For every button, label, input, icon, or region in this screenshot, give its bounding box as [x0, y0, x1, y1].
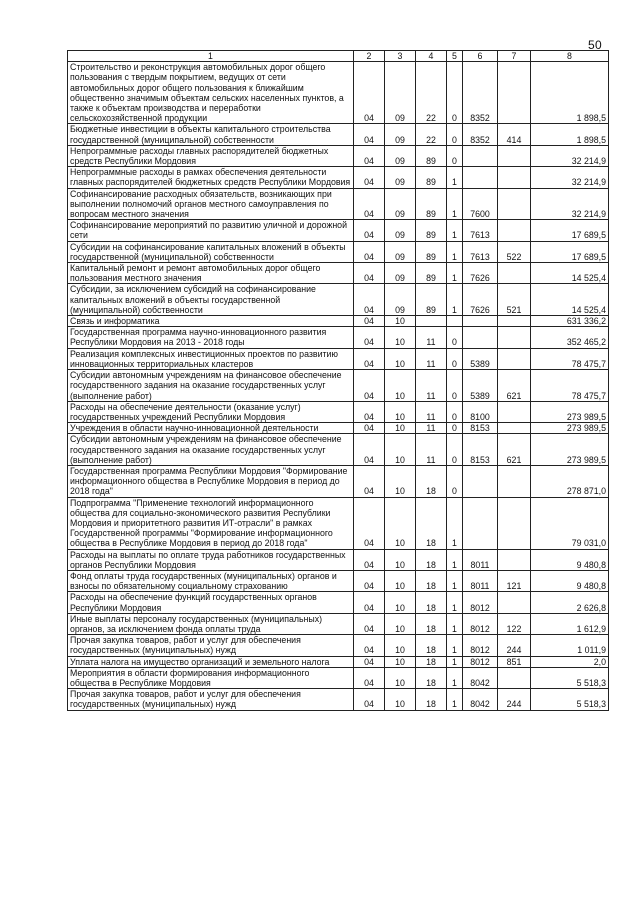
code-expense-type	[498, 592, 531, 613]
table-row	[68, 689, 609, 710]
code-section: 04	[354, 188, 385, 220]
row-name: Фонд оплаты труда государственных (муниципальных) органов и взносы по обязательному социальному страхованию	[68, 570, 354, 591]
code-program: 89	[416, 145, 447, 166]
amount: 2 626,8	[531, 592, 609, 613]
code-direction: 8100	[463, 401, 498, 422]
row-name: Реализация комплексных инвестиционных проектов по развитию инновационных территориальных кластеров	[68, 348, 354, 369]
code-program: 11	[416, 370, 447, 402]
code-program: 22	[416, 62, 447, 124]
code-subprogram: 0	[447, 124, 463, 145]
code-section: 04	[354, 316, 385, 327]
code-direction: 5389	[463, 348, 498, 369]
table-body	[68, 62, 609, 710]
table-row	[68, 465, 609, 497]
amount: 9 480,8	[531, 549, 609, 570]
code-expense-type	[498, 667, 531, 688]
code-expense-type	[498, 220, 531, 241]
amount: 14 525,4	[531, 263, 609, 284]
code-program: 11	[416, 401, 447, 422]
code-expense-type: 851	[498, 656, 531, 667]
code-subsection: 10	[385, 613, 416, 634]
table-row	[68, 613, 609, 634]
code-subprogram: 0	[447, 401, 463, 422]
column-header: 2	[354, 51, 385, 62]
code-subprogram: 1	[447, 263, 463, 284]
table-row	[68, 220, 609, 241]
code-expense-type	[498, 423, 531, 434]
code-subsection: 10	[385, 656, 416, 667]
code-program: 18	[416, 656, 447, 667]
row-name: Расходы на обеспечение функций государственных органов Республики Мордовия	[68, 592, 354, 613]
row-name: Учреждения в области научно-инновационной деятельности	[68, 423, 354, 434]
code-section: 04	[354, 423, 385, 434]
column-header: 5	[447, 51, 463, 62]
code-program: 18	[416, 613, 447, 634]
amount: 17 689,5	[531, 220, 609, 241]
code-program: 18	[416, 570, 447, 591]
code-subprogram: 1	[447, 635, 463, 656]
code-expense-type	[498, 316, 531, 327]
code-program: 89	[416, 167, 447, 188]
code-expense-type	[498, 401, 531, 422]
table-row	[68, 124, 609, 145]
code-subsection: 10	[385, 635, 416, 656]
amount: 79 031,0	[531, 497, 609, 549]
row-name: Иные выплаты персоналу государственных (муниципальных) органов, за исключением фонда оплаты труда	[68, 613, 354, 634]
code-subprogram: 1	[447, 613, 463, 634]
column-header: 4	[416, 51, 447, 62]
page-number: 50	[588, 38, 602, 52]
code-expense-type	[498, 497, 531, 549]
code-direction	[463, 465, 498, 497]
amount: 32 214,9	[531, 145, 609, 166]
table-row	[68, 549, 609, 570]
table-row	[68, 423, 609, 434]
row-name: Расходы на выплаты по оплате труда работников государственных органов Республики Мордовия	[68, 549, 354, 570]
code-program: 11	[416, 423, 447, 434]
code-program: 18	[416, 689, 447, 710]
code-direction: 8042	[463, 667, 498, 688]
row-name: Софинансирование мероприятий по развитию уличной и дорожной сети	[68, 220, 354, 241]
amount: 352 465,2	[531, 327, 609, 348]
code-subsection: 09	[385, 284, 416, 316]
row-name: Государственная программа научно-инновационного развития Республики Мордовия на 2013 - 2018 годы	[68, 327, 354, 348]
code-direction: 8352	[463, 124, 498, 145]
code-subsection: 09	[385, 263, 416, 284]
code-subprogram: 1	[447, 689, 463, 710]
table-row	[68, 327, 609, 348]
code-program: 89	[416, 188, 447, 220]
code-expense-type: 522	[498, 241, 531, 262]
code-subprogram: 1	[447, 656, 463, 667]
amount: 273 989,5	[531, 434, 609, 466]
row-name: Расходы на обеспечение деятельности (оказание услуг) государственных учреждений Республики Мордовия	[68, 401, 354, 422]
code-program: 18	[416, 667, 447, 688]
code-direction: 8352	[463, 62, 498, 124]
amount: 14 525,4	[531, 284, 609, 316]
code-program: 18	[416, 549, 447, 570]
code-section: 04	[354, 263, 385, 284]
code-section: 04	[354, 656, 385, 667]
code-direction: 8011	[463, 570, 498, 591]
amount: 78 475,7	[531, 348, 609, 369]
code-subprogram: 0	[447, 327, 463, 348]
code-section: 04	[354, 145, 385, 166]
row-name: Прочая закупка товаров, работ и услуг для обеспечения государственных (муниципальных) нужд	[68, 689, 354, 710]
column-header: 1	[68, 51, 354, 62]
code-direction: 7613	[463, 241, 498, 262]
table-row	[68, 656, 609, 667]
code-section: 04	[354, 124, 385, 145]
code-subsection: 10	[385, 348, 416, 369]
column-header: 6	[463, 51, 498, 62]
column-header: 7	[498, 51, 531, 62]
code-direction	[463, 327, 498, 348]
table-row	[68, 62, 609, 124]
code-subprogram: 0	[447, 370, 463, 402]
code-subprogram: 1	[447, 284, 463, 316]
code-subprogram: 0	[447, 145, 463, 166]
code-section: 04	[354, 370, 385, 402]
row-name: Субсидии автономным учреждениям на финансовое обеспечение государственного задания на оказание государственных услуг (выполнение работ)	[68, 434, 354, 466]
table-row	[68, 667, 609, 688]
code-direction: 7626	[463, 284, 498, 316]
code-subprogram: 1	[447, 570, 463, 591]
code-section: 04	[354, 592, 385, 613]
code-direction: 8153	[463, 423, 498, 434]
code-subprogram: 1	[447, 497, 463, 549]
code-section: 04	[354, 497, 385, 549]
row-name: Субсидии автономным учреждениям на финансовое обеспечение государственного задания на оказание государственных услуг (выполнение работ)	[68, 370, 354, 402]
code-expense-type: 414	[498, 124, 531, 145]
amount: 273 989,5	[531, 401, 609, 422]
code-subsection: 09	[385, 241, 416, 262]
code-section: 04	[354, 284, 385, 316]
code-expense-type	[498, 167, 531, 188]
row-name: Непрограммные расходы в рамках обеспечения деятельности главных распорядителей бюджетных средств Республики Мордовия	[68, 167, 354, 188]
code-expense-type	[498, 549, 531, 570]
table-row	[68, 188, 609, 220]
column-number-row	[68, 51, 609, 62]
code-expense-type: 244	[498, 689, 531, 710]
amount: 32 214,9	[531, 167, 609, 188]
row-name: Подпрограмма "Применение технологий информационного общества для социально-экономического развития Республики Мордовия и приоритетного развития ИТ-отрасли" в рамках Государственной программы "Формирование информационного общества в Республике Мордовия в период до 2018 года"	[68, 497, 354, 549]
row-name: Мероприятия в области формирования информационного общества в Республике Мордовия	[68, 667, 354, 688]
code-section: 04	[354, 613, 385, 634]
code-expense-type	[498, 145, 531, 166]
code-expense-type	[498, 327, 531, 348]
column-header: 3	[385, 51, 416, 62]
code-direction: 8153	[463, 434, 498, 466]
code-program: 11	[416, 434, 447, 466]
row-name: Субсидии на софинансирование капитальных вложений в объекты государственной (муниципальной) собственности	[68, 241, 354, 262]
code-subprogram: 1	[447, 241, 463, 262]
code-section: 04	[354, 635, 385, 656]
code-section: 04	[354, 570, 385, 591]
table-row	[68, 497, 609, 549]
code-subprogram: 1	[447, 188, 463, 220]
code-subprogram: 0	[447, 434, 463, 466]
table-row	[68, 401, 609, 422]
column-header: 8	[531, 51, 609, 62]
amount: 32 214,9	[531, 188, 609, 220]
code-subprogram: 0	[447, 62, 463, 124]
budget-table	[67, 50, 609, 711]
code-subsection: 10	[385, 434, 416, 466]
row-name: Строительство и реконструкция автомобильных дорог общего пользования с твердым покрытием, ведущих от сети автомобильных дорог общего пользования к ближайшим общественно значимым объектам сельских населенных пунктов, а также к объектам производства и переработки сельскохозяйственной продукции	[68, 62, 354, 124]
code-expense-type: 244	[498, 635, 531, 656]
code-section: 04	[354, 220, 385, 241]
code-program: 11	[416, 327, 447, 348]
code-direction	[463, 316, 498, 327]
code-section: 04	[354, 689, 385, 710]
code-expense-type: 621	[498, 370, 531, 402]
table-row	[68, 167, 609, 188]
code-section: 04	[354, 549, 385, 570]
code-subsection: 09	[385, 145, 416, 166]
table-row	[68, 570, 609, 591]
code-program: 18	[416, 465, 447, 497]
amount: 1 898,5	[531, 62, 609, 124]
code-subsection: 10	[385, 549, 416, 570]
code-section: 04	[354, 434, 385, 466]
code-subsection: 09	[385, 220, 416, 241]
code-direction: 7613	[463, 220, 498, 241]
code-direction: 8011	[463, 549, 498, 570]
table-row	[68, 434, 609, 466]
row-name: Уплата налога на имущество организаций и земельного налога	[68, 656, 354, 667]
code-direction: 8012	[463, 613, 498, 634]
row-name: Субсидии, за исключением субсидий на софинансирование капитальных вложений в объекты государственной (муниципальной) собственности	[68, 284, 354, 316]
code-subsection: 10	[385, 327, 416, 348]
code-subsection: 09	[385, 62, 416, 124]
code-program: 89	[416, 220, 447, 241]
code-subprogram: 0	[447, 348, 463, 369]
code-subsection: 10	[385, 570, 416, 591]
code-direction: 7626	[463, 263, 498, 284]
row-name: Непрограммные расходы главных распорядителей бюджетных средств Республики Мордовия	[68, 145, 354, 166]
code-subprogram: 0	[447, 465, 463, 497]
table-row	[68, 145, 609, 166]
code-subprogram	[447, 316, 463, 327]
code-direction: 8042	[463, 689, 498, 710]
code-expense-type: 122	[498, 613, 531, 634]
code-subprogram: 1	[447, 667, 463, 688]
code-section: 04	[354, 465, 385, 497]
table-row	[68, 241, 609, 262]
amount: 1 612,9	[531, 613, 609, 634]
amount: 5 518,3	[531, 689, 609, 710]
code-subsection: 10	[385, 592, 416, 613]
code-section: 04	[354, 327, 385, 348]
amount: 1 898,5	[531, 124, 609, 145]
code-direction: 8012	[463, 656, 498, 667]
amount: 1 011,9	[531, 635, 609, 656]
code-subsection: 10	[385, 465, 416, 497]
code-subsection: 09	[385, 188, 416, 220]
code-subprogram: 1	[447, 167, 463, 188]
code-program	[416, 316, 447, 327]
code-program: 18	[416, 635, 447, 656]
code-subsection: 09	[385, 167, 416, 188]
table-row	[68, 592, 609, 613]
amount: 5 518,3	[531, 667, 609, 688]
code-subsection: 09	[385, 124, 416, 145]
code-section: 04	[354, 167, 385, 188]
code-expense-type	[498, 348, 531, 369]
code-program: 89	[416, 263, 447, 284]
amount: 9 480,8	[531, 570, 609, 591]
table-row	[68, 348, 609, 369]
code-subsection: 10	[385, 689, 416, 710]
row-name: Капитальный ремонт и ремонт автомобильных дорог общего пользования местного значения	[68, 263, 354, 284]
code-direction: 7600	[463, 188, 498, 220]
row-name: Связь и информатика	[68, 316, 354, 327]
code-section: 04	[354, 348, 385, 369]
code-program: 22	[416, 124, 447, 145]
code-subsection: 10	[385, 370, 416, 402]
code-subprogram: 1	[447, 549, 463, 570]
row-name: Софинансирование расходных обязательств, возникающих при выполнении полномочий органов местного самоуправления по вопросам местного значения	[68, 188, 354, 220]
code-subsection: 10	[385, 667, 416, 688]
code-subsection: 10	[385, 316, 416, 327]
code-subprogram: 0	[447, 423, 463, 434]
code-expense-type	[498, 188, 531, 220]
code-program: 18	[416, 592, 447, 613]
code-subprogram: 1	[447, 592, 463, 613]
table-row	[68, 635, 609, 656]
code-direction	[463, 167, 498, 188]
table-row	[68, 263, 609, 284]
table-row	[68, 316, 609, 327]
code-expense-type: 121	[498, 570, 531, 591]
code-subsection: 10	[385, 497, 416, 549]
row-name: Государственная программа Республики Мордовия "Формирование информационного общества в Республике Мордовия в период до 2018 года"	[68, 465, 354, 497]
code-subprogram: 1	[447, 220, 463, 241]
code-expense-type: 621	[498, 434, 531, 466]
amount: 278 871,0	[531, 465, 609, 497]
code-section: 04	[354, 241, 385, 262]
code-program: 11	[416, 348, 447, 369]
code-direction: 8012	[463, 635, 498, 656]
code-direction: 8012	[463, 592, 498, 613]
code-subsection: 10	[385, 401, 416, 422]
amount: 78 475,7	[531, 370, 609, 402]
code-direction: 5389	[463, 370, 498, 402]
code-program: 89	[416, 241, 447, 262]
table-row	[68, 284, 609, 316]
row-name: Прочая закупка товаров, работ и услуг для обеспечения государственных (муниципальных) нужд	[68, 635, 354, 656]
row-name: Бюджетные инвестиции в объекты капитального строительства государственной (муниципальной) собственности	[68, 124, 354, 145]
code-section: 04	[354, 667, 385, 688]
code-subsection: 10	[385, 423, 416, 434]
code-direction	[463, 145, 498, 166]
amount: 273 989,5	[531, 423, 609, 434]
code-direction	[463, 497, 498, 549]
code-program: 89	[416, 284, 447, 316]
code-expense-type: 521	[498, 284, 531, 316]
table-row	[68, 370, 609, 402]
code-program: 18	[416, 497, 447, 549]
amount: 631 336,2	[531, 316, 609, 327]
code-expense-type	[498, 263, 531, 284]
amount: 2,0	[531, 656, 609, 667]
code-expense-type	[498, 465, 531, 497]
code-section: 04	[354, 62, 385, 124]
code-section: 04	[354, 401, 385, 422]
amount: 17 689,5	[531, 241, 609, 262]
code-expense-type	[498, 62, 531, 124]
